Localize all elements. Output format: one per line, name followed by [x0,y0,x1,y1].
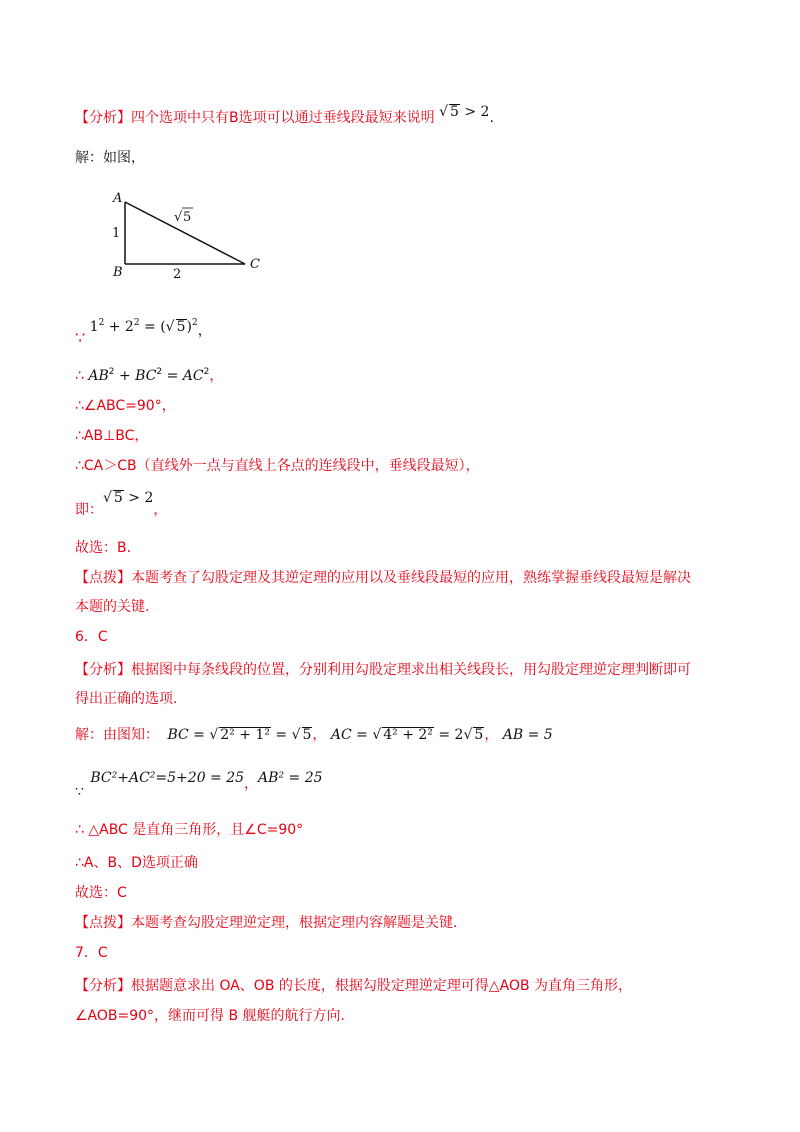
side-ac-length: 5 [183,210,192,225]
right-triangle-figure [105,188,275,283]
because-line: ∵ $1^2 + 2^2$ = (√ 5)$^2$， [75,318,212,347]
q6-choice: 故选：C [75,885,127,901]
q7-analysis: 【分析】根据题意求出 OA、OB 的长度，根据勾股定理逆定理可得△AOB 为直角三角形， [75,978,633,994]
analysis-paragraph-1: 【分析】四个选项中只有B选项可以通过垂线段最短来说明 √ 5 > 2. [75,104,494,126]
q7-number: 7．C [75,945,108,961]
vertex-c-label: C [250,257,260,272]
analysis-text: 四个选项中只有B选项可以通过垂线段最短来说明 [131,110,435,126]
hint-paragraph-1: 【点拨】本题考查了勾股定理及其逆定理的应用以及垂线段最短的应用，熟练掌握垂线段最短是解决 [75,570,691,586]
angle-abc-90: ∴∠ABC=90°， [75,398,176,414]
therefore-sum-line: ∴ $AB^2 + BC^2 = AC^2$， [75,367,224,384]
q6-analysis: 【分析】根据图中每条线段的位置，分别利用勾股定理求出相关线段长，用勾股定理逆定理判断即可 [75,662,691,678]
q6-therefore-options: ∴A、B、D选项正确 [75,855,198,871]
q6-hint: 【点拨】本题考查勾股定理逆定理，根据定理内容解题是关键. [75,915,458,931]
vertex-a-label: A [113,191,123,206]
q6-because-line: ∵ BC²+AC²=5+20 = 25，AB² = 25 [75,770,323,800]
q6-therefore-triangle: ∴ △ABC 是直角三角形，且∠C=90° [75,822,304,838]
solution-intro: 解：如图， [75,150,145,166]
q6-number: 6．C [75,629,108,645]
q7-analysis-line2: ∠AOB=90°，继而可得 B 舰艇的航行方向. [75,1008,346,1024]
ca-gt-cb-line: ∴CA＞CB（直线外一点与直线上各点的连线段中，垂线段最短）， [75,458,480,474]
therefore-result: 即：√ 5 > 2， [75,490,168,518]
q6-solution-line: 解：由图知： BC = √ 2² + 1² = √ 5， AC = √ 4² + 2² = 2√ 5， AB = 5 [75,727,553,743]
ab-perp-bc: ∴AB⊥BC， [75,428,149,444]
q6-analysis-line2: 得出正确的选项. [75,691,178,707]
vertex-b-label: B [113,265,123,280]
side-bc-length: 2 [173,267,182,282]
analysis-tag: 【分析】 [75,110,131,126]
side-ab-length: 1 [112,226,121,241]
inline-math-sqrt5-gt-2: √ 5 > 2 [439,104,490,120]
choice-b: 故选：B. [75,540,132,556]
side-ac-sqrt-sign: √ [174,210,183,225]
hint-paragraph-1-line2: 本题的关键. [75,599,150,615]
